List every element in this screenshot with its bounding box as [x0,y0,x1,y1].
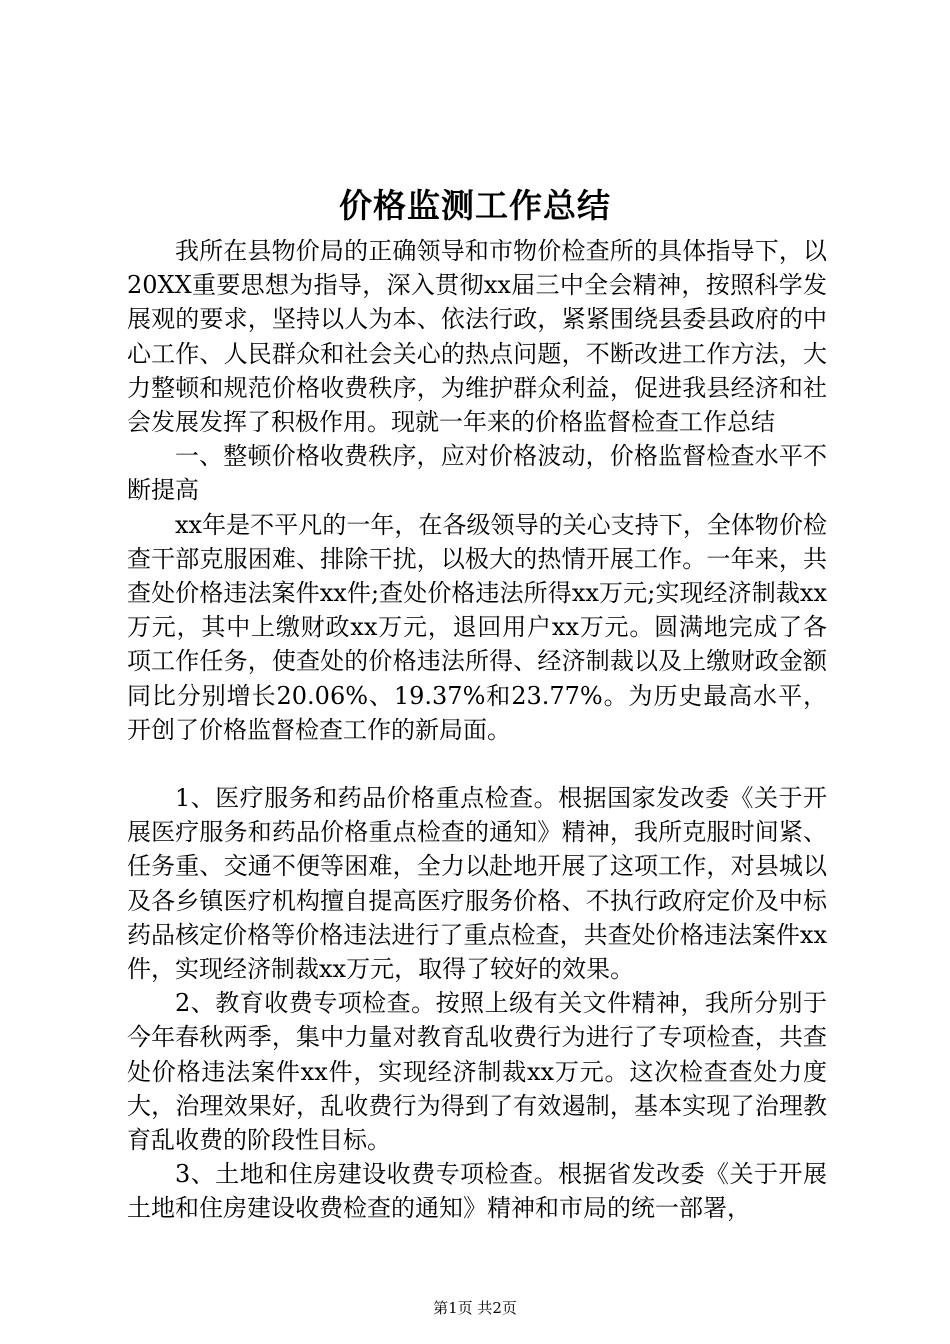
document-body [127,234,827,1226]
paragraph-item-2: 2、教育收费专项检查。按照上级有关文件精神，我所分别于今年春秋两季，集中力量对教育乱收费行为进行了专项检查，共查处价格违法案件xx件，实现经济制裁xx万元。这次检查查处力度大，治理效果好，乱收费行为得到了有效遏制，基本实现了治理教育乱收费的阶段性目标。 [127,989,827,1155]
page-footer: 第1页 共2页 [433,1299,517,1317]
section-heading-1: 一、整顿价格收费秩序，应对价格波动，价格监督检查水平不断提高 [127,442,827,505]
document-title: 价格监测工作总结 [339,186,611,225]
paragraph-item-1: 1、医疗服务和药品价格重点检查。根据国家发改委《关于开展医疗服务和药品价格重点检查的通知》精神，我所克服时间紧、任务重、交通不便等困难，全力以赴地开展了这项工作，对县城以及各乡镇医疗机构擅自提高医疗服务价格、不执行政府定价及中标药品核定价格等价格违法进行了重点检查，共查处价格违法案件xx件，实现经济制裁xx万元，取得了较好的效果。 [127,784,827,984]
paragraph-intro: 我所在县物价局的正确领导和市物价检查所的具体指导下，以20XX重要思想为指导，深入贯彻xx届三中全会精神，按照科学发展观的要求，坚持以人为本、依法行政，紧紧围绕县委县政府的中心工作、人民群众和社会关心的热点问题，不断改进工作方法，大力整顿和规范价格收费秩序，为维护群众利益，促进我县经济和社会发展发挥了积极作用。现就一年来的价格监督检查工作总结 [127,237,827,437]
paragraph-item-3: 3、土地和住房建设收费专项检查。根据省发改委《关于开展土地和住房建设收费检查的通知》精神和市局的统一部署， [127,1160,827,1223]
paragraph-spacer [127,747,827,781]
paragraph-summary: xx年是不平凡的一年，在各级领导的关心支持下，全体物价检查干部克服困难、排除干扰，以极大的热情开展工作。一年来，共查处价格违法案件xx件;查处价格违法所得xx万元;实现经济制裁xx万元，其中上缴财政xx万元，退回用户xx万元。圆满地完成了各项工作任务，使查处的价格违法所得、经济制裁以及上缴财政金额同比分别增长20.06%、19.37%和23.77%。为历史最高水平，开创了价格监督检查工作的新局面。 [127,510,827,744]
